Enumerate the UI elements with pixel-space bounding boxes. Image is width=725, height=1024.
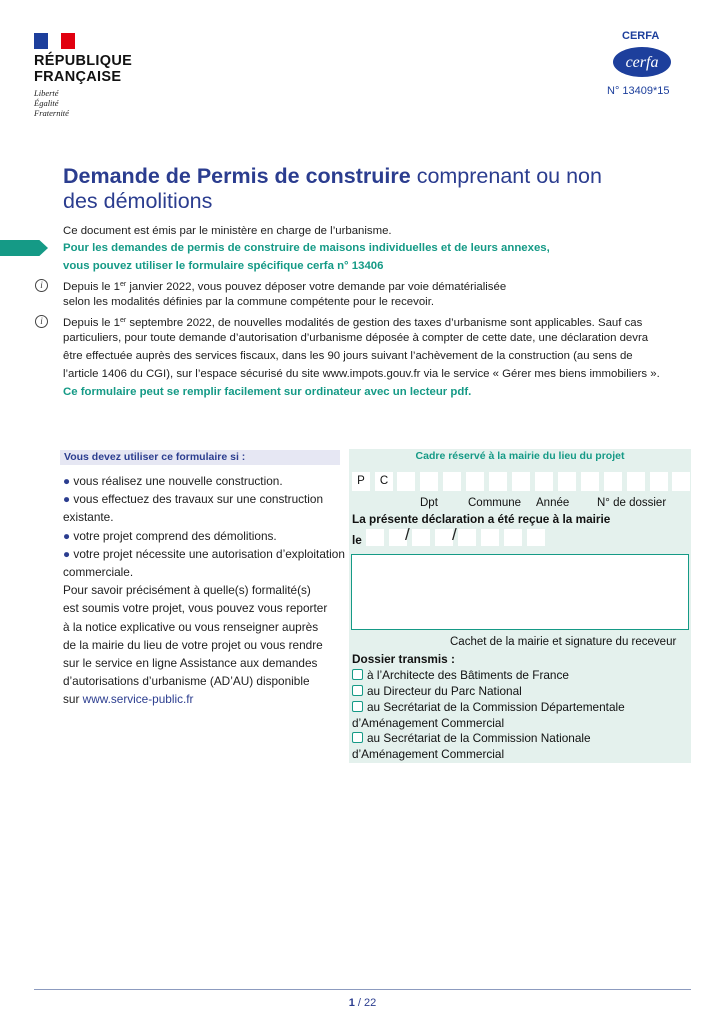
- title-rest: comprenant ou non: [410, 164, 602, 188]
- cerfa-logo-text: cerfa: [625, 54, 659, 71]
- advice-line: est soumis votre projet, vous pouvez vous reporter: [63, 601, 328, 616]
- checkbox[interactable]: [352, 732, 363, 743]
- date-cell[interactable]: [504, 529, 522, 546]
- pdf-note: Ce formulaire peut se remplir facilement sur ordinateur avec un lecteur pdf.: [63, 386, 472, 398]
- checkbox[interactable]: [352, 701, 363, 712]
- advice-line: sur www.service-public.fr: [63, 692, 194, 707]
- date-label: le: [352, 533, 362, 547]
- code-label-dpt: Dpt: [420, 497, 438, 509]
- code-cell[interactable]: [420, 472, 438, 491]
- bullet-continuation: existante.: [63, 510, 114, 525]
- page-separator: /: [354, 997, 365, 1009]
- info1-pre: Depuis le 1: [63, 281, 120, 293]
- transmit-abf-row: à l’Architecte des Bâtiments de France: [352, 668, 687, 684]
- advice-line: Pour savoir précisément à quelle(s) formalité(s): [63, 583, 311, 598]
- info1-sup: er: [120, 281, 127, 288]
- code-cell[interactable]: [489, 472, 507, 491]
- stamp-caption: Cachet de la mairie et signature du receveur: [450, 636, 677, 648]
- code-cell[interactable]: [558, 472, 576, 491]
- code-cell[interactable]: [535, 472, 553, 491]
- code-cell[interactable]: [627, 472, 645, 491]
- motto-liberte: Liberté: [34, 88, 59, 98]
- advice-line: sur le service en ligne Assistance aux demandes: [63, 656, 318, 671]
- specific-form-line1: Pour les demandes de permis de construire de maisons individuelles et de leurs annexes,: [63, 242, 550, 254]
- info2-line3: être effectuée auprès des services fiscaux, dans les 90 jours suivant l’achèvement de la construction (au sens de: [63, 350, 633, 362]
- date-cell[interactable]: [527, 529, 545, 546]
- motto-egalite: Égalité: [34, 98, 59, 108]
- prefix-cell-c: C: [375, 472, 393, 491]
- checkbox[interactable]: [352, 685, 363, 696]
- page-title: [63, 164, 683, 214]
- code-cell[interactable]: [581, 472, 599, 491]
- republic-name-line1: RÉPUBLIQUE: [34, 53, 133, 69]
- date-cell[interactable]: [481, 529, 499, 546]
- bullet-icon: ●: [63, 474, 71, 488]
- date-separator: /: [452, 525, 457, 544]
- info2-sup: er: [120, 317, 127, 324]
- french-flag-logo: [34, 33, 75, 49]
- bullet-item: ● vous réalisez une nouvelle construction.: [63, 474, 283, 488]
- received-title: La présente déclaration a été reçue à la mairie: [352, 512, 611, 526]
- advice-line: d’autorisations d’urbanisme (AD’AU) disponible: [63, 674, 310, 689]
- bullet-icon: ●: [63, 492, 71, 507]
- footer-divider: [34, 989, 691, 990]
- code-label-commune: Commune: [468, 497, 522, 509]
- cerfa-logo: [612, 46, 672, 78]
- usage-heading: Vous devez utiliser ce formulaire si :: [60, 450, 340, 465]
- date-cell[interactable]: [366, 529, 384, 546]
- usage-text: [63, 472, 345, 709]
- title-line2: des démolitions: [63, 189, 213, 213]
- teal-arrow-tab: [0, 240, 48, 256]
- bullet-item: ● votre projet comprend des démolitions.: [63, 528, 277, 543]
- code-cell[interactable]: [650, 472, 668, 491]
- code-label-annee: Année: [536, 497, 570, 509]
- date-cell[interactable]: [435, 529, 453, 546]
- bullet-item: ● votre projet nécessite une autorisation d’exploitation: [63, 546, 345, 561]
- prefix-cell-p: P: [352, 472, 370, 491]
- bullet-icon: ●: [63, 528, 71, 543]
- info1-line2: selon les modalités définies par la commune compétente pour le recevoir.: [63, 296, 435, 308]
- code-cell[interactable]: [443, 472, 461, 491]
- info-icon: i: [35, 279, 48, 292]
- code-cell[interactable]: [512, 472, 530, 491]
- ministry-text: Ce document est émis par le ministère en charge de l’urbanisme.: [63, 225, 392, 237]
- stamp-signature-box[interactable]: [351, 554, 689, 630]
- republic-name-line2: FRANÇAISE: [34, 69, 122, 85]
- cerfa-label: CERFA: [622, 30, 660, 42]
- reserved-frame-heading: Cadre réservé à la mairie du lieu du projet: [415, 450, 625, 462]
- service-public-link[interactable]: www.service-public.fr: [82, 692, 194, 707]
- specific-form-line2: vous pouvez utiliser le formulaire spécifique cerfa n° 13406: [63, 260, 384, 272]
- transmit-cnac-row: au Secrétariat de la Commission Nationale d’Aménagement Commercial: [352, 731, 591, 761]
- advice-line: à la notice explicative ou vous renseigner auprès: [63, 619, 319, 634]
- checkbox[interactable]: [352, 669, 363, 680]
- transmit-parc-row: au Directeur du Parc National: [352, 684, 687, 700]
- title-bold-part: Demande de Permis de construire: [63, 164, 411, 188]
- info2-post: septembre 2022, de nouvelles modalités de gestion des taxes d’urbanisme sont applicables. Sauf cas: [126, 317, 643, 329]
- code-cell[interactable]: [604, 472, 622, 491]
- cerfa-number: N° 13409*15: [607, 85, 670, 97]
- info2-line2: particuliers, pour toute demande d’autorisation d’urbanisme déposée à compter de cette date, une déclaration devra: [63, 332, 649, 344]
- date-cell[interactable]: [458, 529, 476, 546]
- transmit-cdac-row: au Secrétariat de la Commission Départementale d’Aménagement Commercial: [352, 700, 625, 730]
- info2-line4: l’article 1406 du CGI), sur l’espace sécurisé du site www.impots.gouv.fr via le service « Gérer mes biens immobiliers ».: [63, 368, 660, 380]
- page-current: 1: [348, 997, 355, 1009]
- bullet-icon: ●: [63, 546, 71, 561]
- advice-line: de la mairie du lieu de votre projet ou vous rendre: [63, 637, 323, 652]
- info2-pre: Depuis le 1: [63, 317, 120, 329]
- dossier-transmis-title: Dossier transmis :: [352, 652, 455, 666]
- info-icon: i: [35, 315, 48, 328]
- bullet-item: ● vous effectuez des travaux sur une construction: [63, 492, 324, 507]
- date-separator: /: [405, 525, 410, 544]
- date-cell[interactable]: [412, 529, 430, 546]
- motto-fraternite: Fraternité: [34, 108, 69, 118]
- page-total: 22: [364, 997, 377, 1009]
- bullet-continuation: commerciale.: [63, 565, 134, 580]
- code-cell[interactable]: [466, 472, 484, 491]
- info1-post: janvier 2022, vous pouvez déposer votre demande par voie dématérialisée: [126, 281, 507, 293]
- code-cell[interactable]: [397, 472, 415, 491]
- code-cell[interactable]: [672, 472, 690, 491]
- page-number: [0, 997, 725, 1009]
- code-label-dossier: N° de dossier: [597, 497, 667, 509]
